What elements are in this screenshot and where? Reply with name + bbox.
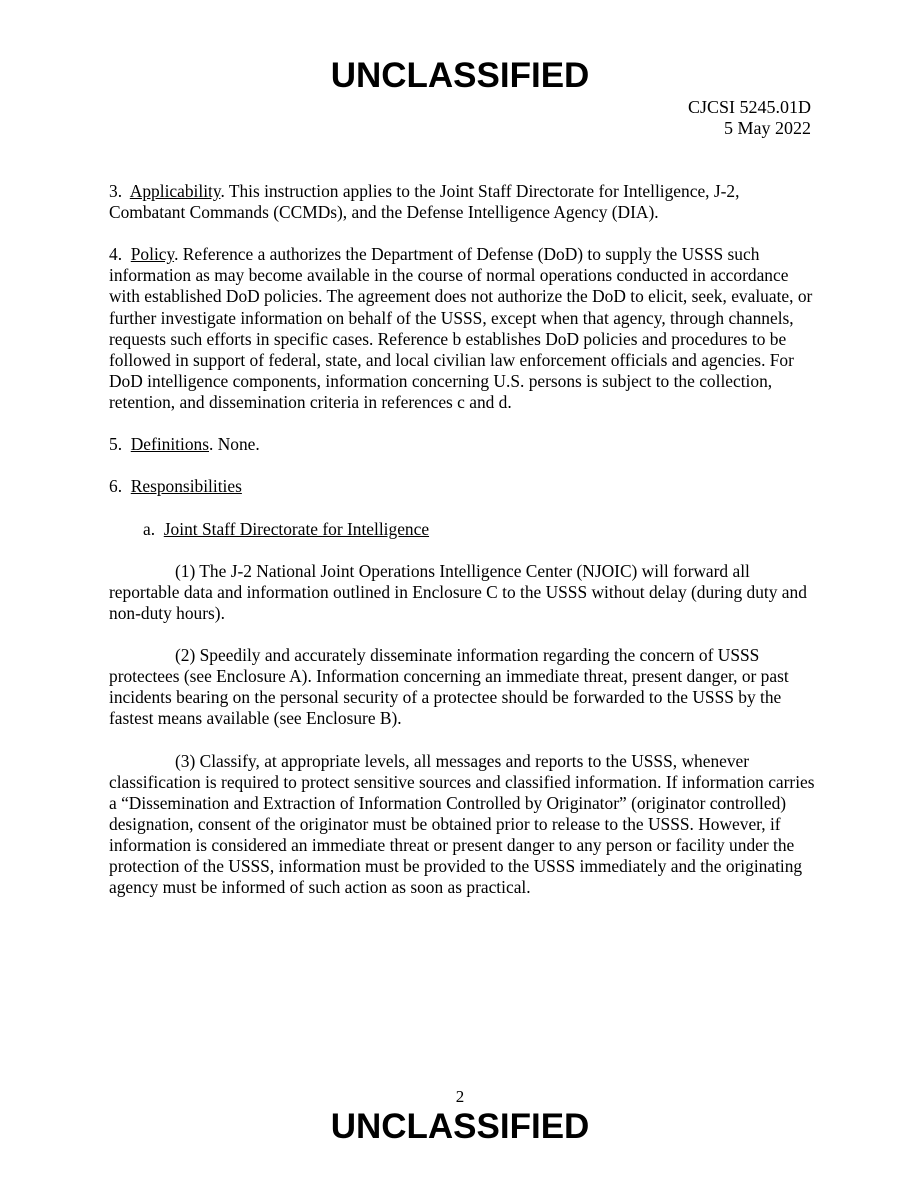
paragraph-text: . This instruction applies to the Joint Staff Directorate for Intelligence, J-2, Combatant Commands (CCMDs), and the Defense Intelligence Agency (DIA). (109, 181, 740, 223)
paragraph-definitions (109, 434, 815, 455)
paragraph-text: . Reference a authorizes the Department of Defense (DoD) to supply the USSS such information as may become available in the course of normal operations conducted in accordance with established DoD policies. The agreement does not authorize the DoD to elicit, seek, evaluate, or further investigate information on behalf of the USSS, except when that agency, through channels, requests such efforts in specific cases. Reference b establishes DoD policies and procedures to be followed in support of federal, state, and local civilian law enforcement officials and agencies. For DoD intelligence components, information concerning U.S. persons is subject to the collection, retention, and dissemination criteria in references c and d. (109, 244, 813, 412)
item-text: (3) Classify, at appropriate levels, all messages and reports to the USSS, whenever classification is required to protect sensitive sources and classified information. If information carries a “Dissemination and Extraction of Information Controlled by Originator” (originator controlled) designation, consent of the originator must be obtained prior to release to the USSS. However, if information is considered an immediate threat or present danger to any person or facility under the protection of the USSS, information must be provided to the USSS immediately and the originating agency must be informed of such action as soon as practical. (109, 750, 815, 898)
item-text: (1) The J-2 National Joint Operations Intelligence Center (NJOIC) will forward all reportable data and information outlined in Enclosure C to the USSS without delay (during duty and non-duty hours). (109, 560, 807, 623)
subparagraph-joint-staff-j2 (109, 519, 815, 540)
subparagraph-item-3 (109, 751, 815, 899)
subparagraph-title: Joint Staff Directorate for Intelligence (163, 518, 430, 539)
paragraph-number: 6. (109, 476, 123, 497)
paragraph-title: Definitions (130, 434, 209, 455)
paragraph-responsibilities (109, 476, 815, 497)
subparagraph-letter: a. (143, 518, 156, 539)
document-date: 5 May 2022 (724, 118, 811, 138)
paragraph-applicability (109, 181, 815, 223)
paragraph-policy (109, 244, 815, 413)
page-number: 2 (455, 1087, 465, 1106)
document-identifier (688, 97, 811, 139)
subparagraph-item-2 (109, 645, 815, 729)
paragraph-title: Applicability (129, 181, 221, 201)
paragraph-title: Policy (130, 244, 175, 265)
item-text: (2) Speedily and accurately disseminate information regarding the concern of USSS protectees (see Enclosure A). Information concerning an immediate threat, present danger, or past incidents bearing on the personal security of a protectee should be forwarded to the USSS by the fastest means available (see Enclosure B). (109, 645, 789, 729)
document-body (109, 181, 815, 919)
document-number: CJCSI 5245.01D (687, 97, 811, 117)
paragraph-text: . None. (209, 434, 260, 455)
classification-banner-bottom: UNCLASSIFIED (330, 1107, 590, 1146)
classification-banner-top: UNCLASSIFIED (330, 56, 590, 95)
paragraph-number: 5. (109, 434, 123, 455)
paragraph-number: 4. (109, 244, 123, 265)
paragraph-title: Responsibilities (130, 476, 242, 497)
paragraph-number: 3. (109, 181, 123, 201)
subparagraph-item-1 (109, 561, 815, 624)
